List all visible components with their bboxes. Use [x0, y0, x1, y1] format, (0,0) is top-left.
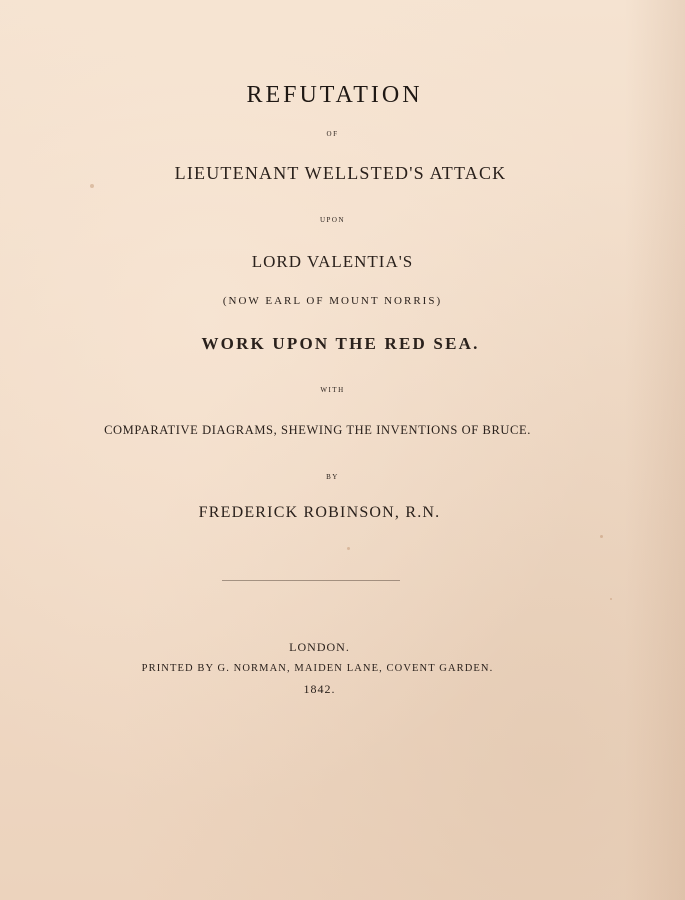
imprint-year: 1842. — [303, 682, 336, 696]
comparative-diagrams-line: COMPARATIVE DIAGRAMS, SHEWING THE INVENTIONS OF BRUCE. — [104, 423, 531, 437]
foxing-spot — [610, 598, 612, 600]
foxing-spot — [90, 184, 94, 188]
connector-upon: UPON — [319, 216, 346, 224]
connector-by: BY — [326, 473, 339, 481]
connector-of: OF — [326, 130, 339, 138]
author-name: FREDERICK ROBINSON, R.N. — [198, 504, 441, 521]
work-title: WORK UPON THE RED SEA. — [201, 334, 480, 353]
connector-with: WITH — [320, 386, 345, 394]
imprint-city: LONDON. — [289, 640, 350, 654]
subject-line: LIEUTENANT WELLSTED'S ATTACK — [174, 163, 507, 183]
divider-rule — [222, 580, 400, 581]
foxing-spot — [347, 547, 350, 550]
attacked-author-title: (NOW EARL OF MOUNT NORRIS) — [222, 295, 443, 307]
imprint-printer: PRINTED BY G. NORMAN, MAIDEN LANE, COVENT GARDEN. — [141, 663, 494, 674]
book-title: REFUTATION — [246, 82, 423, 108]
attacked-author: LORD VALENTIA'S — [251, 252, 414, 271]
foxing-spot — [600, 535, 603, 538]
